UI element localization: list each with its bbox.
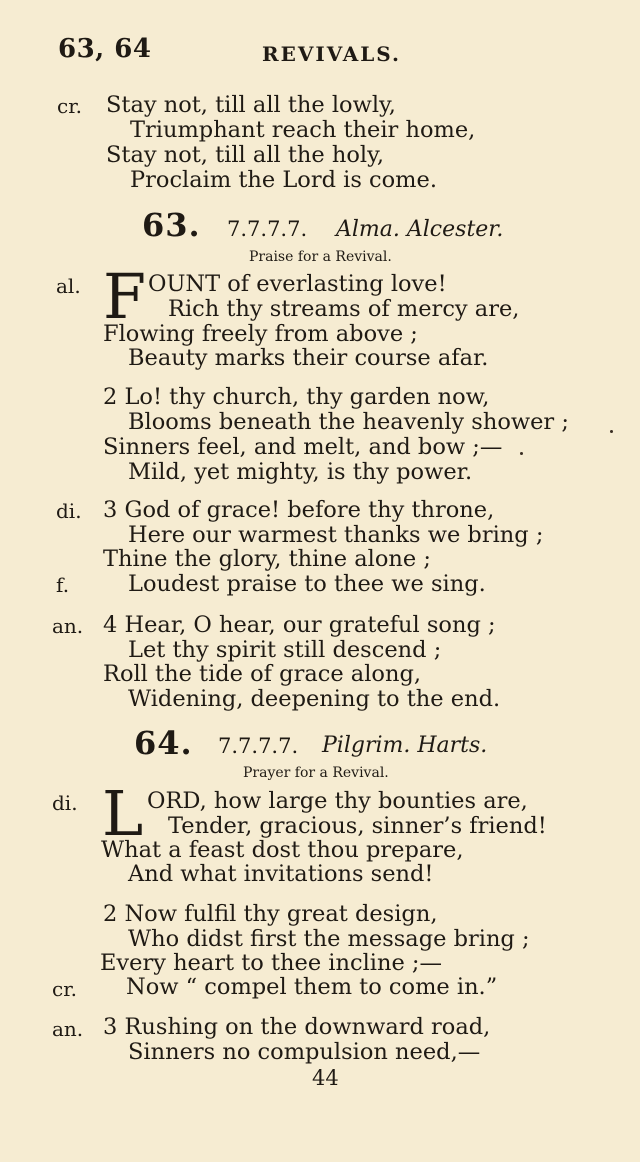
verse-line: Now “ compel them to come in.”	[126, 974, 498, 1000]
verse-line: 4 Hear, O hear, our grateful song ;	[103, 612, 496, 638]
verse-line: ORD, how large thy bounties are,	[147, 788, 528, 814]
dynamic-mark-an: an.	[52, 1017, 84, 1041]
verse-line: Loudest praise to thee we sing.	[128, 571, 486, 597]
verse-line: Thine the glory, thine alone ;	[103, 546, 431, 572]
hymn-tunes: Pilgrim. Harts.	[322, 733, 488, 758]
verse-line: 2 Lo! thy church, thy garden now,	[103, 384, 490, 410]
verse-line: Blooms beneath the heavenly shower ;	[128, 409, 569, 435]
header-hymn-numbers: 63, 64	[58, 34, 152, 64]
verse-line: Who didst first the message bring ;	[128, 926, 530, 952]
dynamic-mark-di: di.	[52, 791, 78, 815]
verse-line: Rich thy streams of mercy are,	[168, 296, 520, 322]
verse-line: What a feast dost thou prepare,	[101, 837, 464, 863]
dynamic-mark-cr: cr.	[52, 977, 77, 1001]
verse-line: Roll the tide of grace along,	[103, 661, 422, 687]
dynamic-mark-cr: cr.	[57, 94, 82, 118]
dynamic-mark-an: an.	[52, 614, 84, 638]
verse-line: 3 Rushing on the downward road,	[103, 1014, 491, 1040]
dynamic-mark-al: al.	[56, 274, 81, 298]
ink-speck	[610, 430, 613, 433]
verse-line: Proclaim the Lord is come.	[130, 167, 437, 193]
drop-cap: F	[103, 260, 147, 333]
header-title: REVIVALS.	[262, 42, 401, 66]
verse-line: Tender, gracious, sinner’s friend!	[168, 813, 547, 839]
hymn-meter: 7.7.7.7.	[227, 217, 308, 241]
page-number: 44	[312, 1066, 339, 1090]
verse-line: 3 God of grace! before thy throne,	[103, 497, 495, 523]
verse-line: And what invitations send!	[128, 861, 434, 887]
drop-cap: L	[102, 777, 144, 850]
hymn-tunes: Alma. Alcester.	[336, 217, 504, 242]
verse-line: Mild, yet mighty, is thy power.	[128, 459, 473, 485]
verse-line: Triumphant reach their home,	[130, 117, 476, 143]
hymn-number-63: 63.	[142, 206, 201, 244]
verse-line: Stay not, till all the holy,	[106, 142, 384, 168]
dynamic-mark-di: di.	[56, 499, 82, 523]
ink-speck	[520, 452, 523, 455]
verse-line: Sinners feel, and melt, and bow ;—	[103, 434, 503, 460]
verse-line: OUNT of everlasting love!	[148, 271, 447, 297]
hymn-subtitle: Prayer for a Revival.	[243, 765, 389, 781]
hymn-number-64: 64.	[134, 724, 193, 762]
verse-line: Beauty marks their course afar.	[128, 345, 489, 371]
verse-line: Widening, deepening to the end.	[128, 686, 501, 712]
verse-line: Every heart to thee incline ;—	[100, 950, 443, 976]
hymn-meter: 7.7.7.7.	[218, 734, 299, 758]
verse-line: Stay not, till all the lowly,	[106, 92, 396, 118]
verse-line: Flowing freely from above ;	[103, 321, 418, 347]
verse-line: Let thy spirit still descend ;	[128, 637, 442, 663]
dynamic-mark-f: f.	[56, 573, 70, 597]
verse-line: Here our warmest thanks we bring ;	[128, 522, 544, 548]
verse-line: Sinners no compulsion need,—	[128, 1039, 481, 1065]
verse-line: 2 Now fulfil thy great design,	[103, 901, 438, 927]
hymn-subtitle: Praise for a Revival.	[249, 249, 392, 265]
